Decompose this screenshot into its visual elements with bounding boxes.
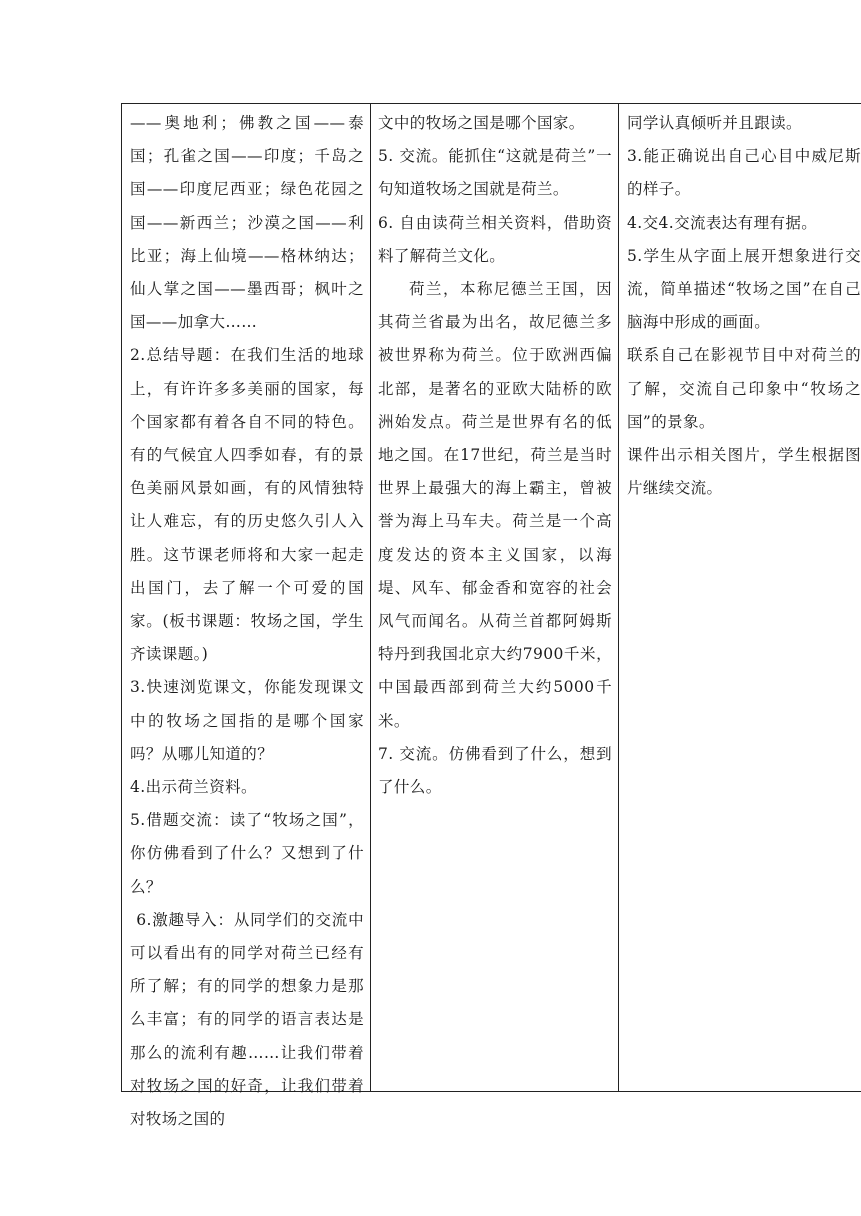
design-intent-column [619,104,861,1091]
netherlands-info-text: 荷兰，本称尼德兰王国，因其荷兰省最为出名，故尼德兰多被世界称为荷兰。位于欧洲西偏北部，是著名的亚欧大陆桥的欧洲始发点。荷兰是世界有名的低地之国。在17世纪，荷兰是当时世界上最强大的海上霸主，曾被誉为海上马车夫。荷兰是一个高度发达的资本主义国家，以海堤、风车、郁金香和宽容的社会风气而闻名。从荷兰首都阿姆斯特丹到我国北京大约7900千米，中国最西部到荷兰大约5000千米。 [378,280,612,730]
browse-text-question: 3.快速浏览课文，你能发现课文中的牧场之国指的是哪个国家吗？从哪儿知道的？ [130,678,364,763]
courseware-pictures-text: 课件出示相关图片，学生根据图片继续交流。 [627,446,861,498]
teacher-activity-column [122,104,371,1129]
expression-reason-text: 4.交4.交流表达有理有据。 [627,213,818,232]
country-nicknames-text: ——奥地利；佛教之国——泰国；孔雀之国——印度；千岛之国——印度尼西亚；绿色花园之国——新西兰；沙漠之国——利比亚；海上仙境——格林纳达；仙人掌之国——墨西哥；枫叶之国——加拿大…… [130,114,364,332]
lesson-plan-table [121,103,861,1129]
interest-intro-text: 6.激趣导入：从同学们的交流中可以看出有的同学对荷兰已经有所了解；有的同学的想象力是那么丰富；有的同学的语言表达是那么的流利有趣……让我们带着对牧场之国的好奇，让我们带着对牧场之国的 [130,910,364,1129]
imagination-text: 5.学生从字面上展开想象进行交流，简单描述“牧场之国”在自己脑海中形成的画面。 [627,246,861,332]
which-country-text: 文中的牧场之国是哪个国家。 [378,114,585,132]
student-activity-column [371,104,619,1091]
exchange-item-5: 5. 交流。能抓住“这就是荷兰”一句知道牧场之国就是荷兰。 [378,147,612,199]
listen-follow-text: 同学认真倾听并且跟读。 [627,114,802,132]
exchange-item-7: 7. 交流。仿佛看到了什么，想到了什么。 [378,744,612,797]
venice-description-text: 3.能正确说出自己心目中威尼斯的样子。 [627,147,861,199]
media-impression-text: 联系自己在影视节目中对荷兰的了解，交流自己印象中“牧场之国”的景象。 [627,346,861,431]
free-reading-item-6: 6. 自由读荷兰相关资料，借助资料了解荷兰文化。 [378,213,612,265]
summary-intro-text: 2.总结导题：在我们生活的地球上，有许许多多美丽的国家，每个国家都有着各自不同的特色。有的气候宜人四季如春，有的景色美丽风景如画，有的风情独特让人难忘，有的历史悠久引人入胜。这节课老师将和大家一起走出国门，去了解一个可爱的国家。(板书课题：牧场之国，学生齐读课题。) [130,346,364,664]
title-discussion-text: 5.借题交流：读了“牧场之国”，你仿佛看到了什么？又想到了什么？ [130,811,364,896]
show-netherlands-info: 4.出示荷兰资料。 [130,778,257,797]
